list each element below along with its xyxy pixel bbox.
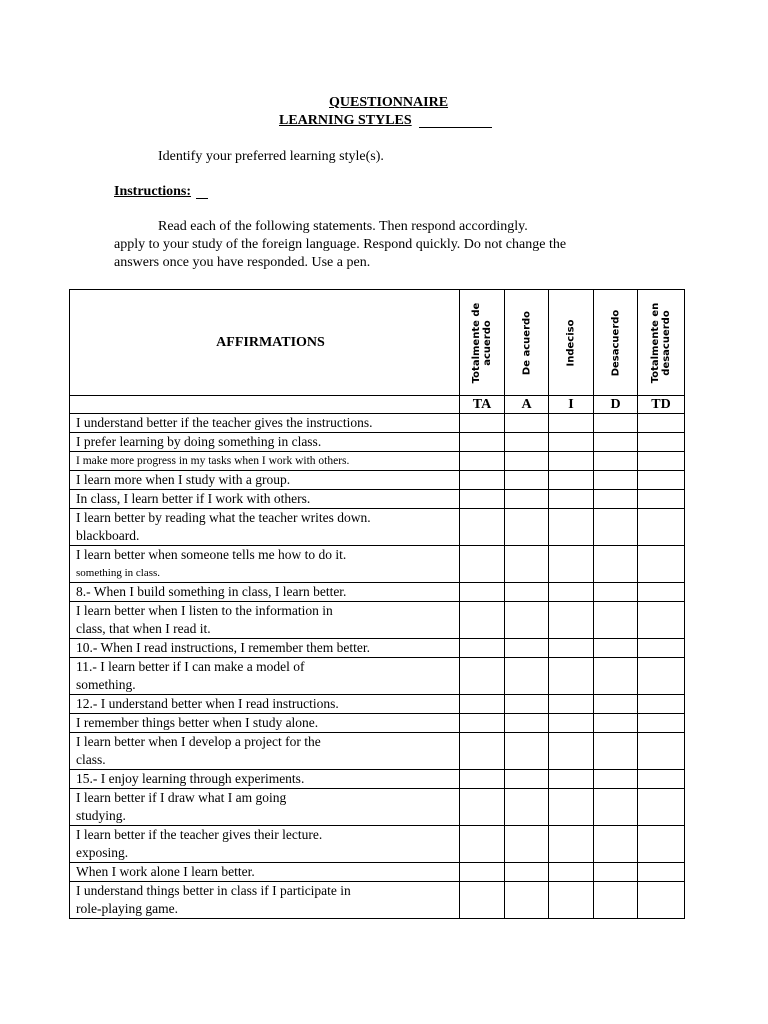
statement-line-2: something in class. xyxy=(76,567,161,579)
response-cell-ta[interactable] xyxy=(460,602,505,639)
response-cell-td[interactable] xyxy=(638,658,685,695)
response-cell-a[interactable] xyxy=(505,714,549,733)
response-cell-i[interactable] xyxy=(549,770,594,789)
response-cell-ta[interactable] xyxy=(460,452,505,471)
column-label: De acuerdo xyxy=(521,310,532,375)
response-cell-a[interactable] xyxy=(505,733,549,770)
response-cell-d[interactable] xyxy=(594,863,638,882)
response-cell-i[interactable] xyxy=(549,789,594,826)
column-label: Indeciso xyxy=(565,319,577,366)
response-cell-i[interactable] xyxy=(549,639,594,658)
statement-line-2: role-playing game. xyxy=(76,901,178,916)
statement-cell xyxy=(70,826,460,863)
instructions-line-3: answers once you have responded. Use a pen. xyxy=(114,255,371,270)
code-row-blank xyxy=(70,396,460,414)
table-row xyxy=(70,509,685,546)
statement-cell xyxy=(70,433,460,452)
response-cell-d[interactable] xyxy=(594,546,638,583)
response-cell-td[interactable] xyxy=(638,733,685,770)
statement-line-2: exposing. xyxy=(76,845,129,860)
response-cell-ta[interactable] xyxy=(460,546,505,583)
response-cell-d[interactable] xyxy=(594,433,638,452)
response-cell-ta[interactable] xyxy=(460,414,505,433)
page-title: QUESTIONNAIRE xyxy=(329,95,449,110)
response-cell-d[interactable] xyxy=(594,414,638,433)
code-ta: TA xyxy=(460,396,505,414)
response-cell-i[interactable] xyxy=(549,602,594,639)
response-cell-i[interactable] xyxy=(549,863,594,882)
response-cell-ta[interactable] xyxy=(460,639,505,658)
statement-cell xyxy=(70,583,460,602)
response-cell-a[interactable] xyxy=(505,414,549,433)
response-cell-td[interactable] xyxy=(638,471,685,490)
response-cell-d[interactable] xyxy=(594,490,638,509)
response-cell-d[interactable] xyxy=(594,695,638,714)
statement-cell xyxy=(70,414,460,433)
response-cell-d[interactable] xyxy=(594,770,638,789)
statement-line-1: I learn better when someone tells me how to do it. xyxy=(76,547,347,562)
response-cell-ta[interactable] xyxy=(460,583,505,602)
subtitle-underline xyxy=(419,127,492,128)
table-row xyxy=(70,433,685,452)
column-header-ta xyxy=(460,290,505,396)
response-cell-a[interactable] xyxy=(505,433,549,452)
code-i: I xyxy=(549,396,594,414)
response-cell-d[interactable] xyxy=(594,714,638,733)
response-cell-a[interactable] xyxy=(505,770,549,789)
response-cell-td[interactable] xyxy=(638,602,685,639)
statement-line-1: 11.- I learn better if I can make a model of xyxy=(76,659,305,674)
statement-cell xyxy=(70,602,460,639)
response-cell-td[interactable] xyxy=(638,826,685,863)
statement-cell xyxy=(70,863,460,882)
response-cell-i[interactable] xyxy=(549,452,594,471)
response-cell-d[interactable] xyxy=(594,583,638,602)
response-cell-d[interactable] xyxy=(594,602,638,639)
response-cell-a[interactable] xyxy=(505,639,549,658)
response-cell-d[interactable] xyxy=(594,452,638,471)
statement-line-2: something. xyxy=(76,677,136,692)
table-row xyxy=(70,695,685,714)
response-cell-td[interactable] xyxy=(638,546,685,583)
response-cell-ta[interactable] xyxy=(460,695,505,714)
statement-cell xyxy=(70,509,460,546)
response-cell-a[interactable] xyxy=(505,658,549,695)
table-row xyxy=(70,882,685,919)
response-cell-td[interactable] xyxy=(638,863,685,882)
statement-line-1: I remember things better when I study alone. xyxy=(76,715,319,730)
response-cell-td[interactable] xyxy=(638,433,685,452)
column-header-i xyxy=(549,290,594,396)
table-row xyxy=(70,826,685,863)
response-cell-td[interactable] xyxy=(638,490,685,509)
table-row xyxy=(70,583,685,602)
response-cell-ta[interactable] xyxy=(460,490,505,509)
column-label: Desacuerdo xyxy=(610,309,621,376)
statement-line-1: I make more progress in my tasks when I work with others. xyxy=(76,455,350,467)
response-cell-ta[interactable] xyxy=(460,826,505,863)
statement-cell xyxy=(70,639,460,658)
response-cell-a[interactable] xyxy=(505,863,549,882)
intro-text: Identify your preferred learning style(s). xyxy=(158,149,384,164)
statement-cell xyxy=(70,882,460,919)
table-row xyxy=(70,546,685,583)
response-cell-td[interactable] xyxy=(638,583,685,602)
response-cell-i[interactable] xyxy=(549,546,594,583)
statement-cell xyxy=(70,714,460,733)
response-cell-d[interactable] xyxy=(594,826,638,863)
statement-line-1: When I work alone I learn better. xyxy=(76,864,255,879)
code-a: A xyxy=(505,396,549,414)
response-cell-td[interactable] xyxy=(638,882,685,919)
response-cell-a[interactable] xyxy=(505,509,549,546)
response-cell-td[interactable] xyxy=(638,639,685,658)
table-row xyxy=(70,770,685,789)
statement-line-2: class. xyxy=(76,752,106,767)
instructions-line-1: Read each of the following statements. Then respond accordingly. xyxy=(158,219,528,234)
instructions-heading: Instructions: xyxy=(114,184,192,199)
statement-line-1: I learn better by reading what the teacher writes down. xyxy=(76,510,371,525)
response-cell-i[interactable] xyxy=(549,471,594,490)
table-row xyxy=(70,789,685,826)
response-cell-i[interactable] xyxy=(549,826,594,863)
statement-line-1: In class, I learn better if I work with others. xyxy=(76,491,311,506)
statement-line-1: I learn better when I develop a project for the xyxy=(76,734,321,749)
statement-cell xyxy=(70,658,460,695)
response-cell-ta[interactable] xyxy=(460,733,505,770)
code-td: TD xyxy=(638,396,685,414)
statement-cell xyxy=(70,452,460,471)
column-header-td xyxy=(638,290,685,396)
response-cell-d[interactable] xyxy=(594,639,638,658)
statement-cell xyxy=(70,695,460,714)
table-row xyxy=(70,733,685,770)
response-cell-td[interactable] xyxy=(638,714,685,733)
statement-line-1: 10.- When I read instructions, I remember them better. xyxy=(76,640,371,655)
response-cell-td[interactable] xyxy=(638,509,685,546)
statement-cell xyxy=(70,471,460,490)
response-cell-a[interactable] xyxy=(505,471,549,490)
response-cell-i[interactable] xyxy=(549,490,594,509)
statement-cell xyxy=(70,733,460,770)
response-cell-ta[interactable] xyxy=(460,882,505,919)
affirmations-header: AFFIRMATIONS xyxy=(70,290,460,396)
code-row xyxy=(70,396,685,414)
statement-line-1: 12.- I understand better when I read instructions. xyxy=(76,696,339,711)
response-cell-a[interactable] xyxy=(505,490,549,509)
column-label: Totalmente de acuerdo xyxy=(471,302,493,383)
response-cell-d[interactable] xyxy=(594,509,638,546)
statement-line-2: blackboard. xyxy=(76,528,140,543)
instructions-line-2: apply to your study of the foreign language. Respond quickly. Do not change the xyxy=(114,237,567,252)
response-cell-d[interactable] xyxy=(594,789,638,826)
column-header-d xyxy=(594,290,638,396)
response-cell-a[interactable] xyxy=(505,826,549,863)
response-cell-d[interactable] xyxy=(594,471,638,490)
response-cell-td[interactable] xyxy=(638,695,685,714)
table-row xyxy=(70,452,685,471)
statement-line-1: I learn better if I draw what I am going xyxy=(76,790,287,805)
response-cell-a[interactable] xyxy=(505,602,549,639)
statement-cell xyxy=(70,789,460,826)
statement-line-1: I learn better when I listen to the information in xyxy=(76,603,333,618)
response-cell-i[interactable] xyxy=(549,882,594,919)
table-row xyxy=(70,863,685,882)
statement-line-1: 15.- I enjoy learning through experiments. xyxy=(76,771,305,786)
response-cell-ta[interactable] xyxy=(460,433,505,452)
statement-line-1: 8.- When I build something in class, I learn better. xyxy=(76,584,347,599)
response-cell-a[interactable] xyxy=(505,546,549,583)
table-row xyxy=(70,639,685,658)
response-cell-i[interactable] xyxy=(549,433,594,452)
column-header-a xyxy=(505,290,549,396)
statement-line-1: I prefer learning by doing something in class. xyxy=(76,434,322,449)
statement-line-1: I learn more when I study with a group. xyxy=(76,472,291,487)
column-label: Totalmente en desacuerdo xyxy=(650,302,672,383)
response-cell-a[interactable] xyxy=(505,882,549,919)
response-cell-d[interactable] xyxy=(594,882,638,919)
code-d: D xyxy=(594,396,638,414)
header-row xyxy=(70,290,685,396)
table-row xyxy=(70,714,685,733)
table-row xyxy=(70,471,685,490)
table-row xyxy=(70,602,685,639)
response-cell-i[interactable] xyxy=(549,414,594,433)
response-cell-a[interactable] xyxy=(505,452,549,471)
response-cell-td[interactable] xyxy=(638,414,685,433)
statement-cell xyxy=(70,546,460,583)
response-cell-a[interactable] xyxy=(505,695,549,714)
response-cell-i[interactable] xyxy=(549,658,594,695)
instructions-underline xyxy=(196,198,208,199)
response-cell-i[interactable] xyxy=(549,714,594,733)
response-cell-i[interactable] xyxy=(549,695,594,714)
response-cell-d[interactable] xyxy=(594,733,638,770)
response-cell-i[interactable] xyxy=(549,733,594,770)
response-cell-ta[interactable] xyxy=(460,471,505,490)
response-cell-td[interactable] xyxy=(638,452,685,471)
response-cell-ta[interactable] xyxy=(460,770,505,789)
statement-line-1: I understand better if the teacher gives the instructions. xyxy=(76,415,373,430)
statement-line-2: studying. xyxy=(76,808,126,823)
response-cell-td[interactable] xyxy=(638,770,685,789)
page-subtitle: LEARNING STYLES xyxy=(279,113,412,128)
statement-line-1: I understand things better in class if I participate in xyxy=(76,883,351,898)
response-cell-i[interactable] xyxy=(549,583,594,602)
statement-line-2: class, that when I read it. xyxy=(76,621,211,636)
table-row xyxy=(70,414,685,433)
response-cell-ta[interactable] xyxy=(460,863,505,882)
table-row xyxy=(70,490,685,509)
response-cell-ta[interactable] xyxy=(460,509,505,546)
response-cell-d[interactable] xyxy=(594,658,638,695)
statement-line-1: I learn better if the teacher gives their lecture. xyxy=(76,827,323,842)
statement-cell xyxy=(70,770,460,789)
response-cell-i[interactable] xyxy=(549,509,594,546)
questionnaire-table xyxy=(69,289,685,919)
response-cell-a[interactable] xyxy=(505,583,549,602)
table-row xyxy=(70,658,685,695)
response-cell-ta[interactable] xyxy=(460,789,505,826)
statement-cell xyxy=(70,490,460,509)
response-cell-a[interactable] xyxy=(505,789,549,826)
response-cell-td[interactable] xyxy=(638,789,685,826)
response-cell-ta[interactable] xyxy=(460,714,505,733)
response-cell-ta[interactable] xyxy=(460,658,505,695)
